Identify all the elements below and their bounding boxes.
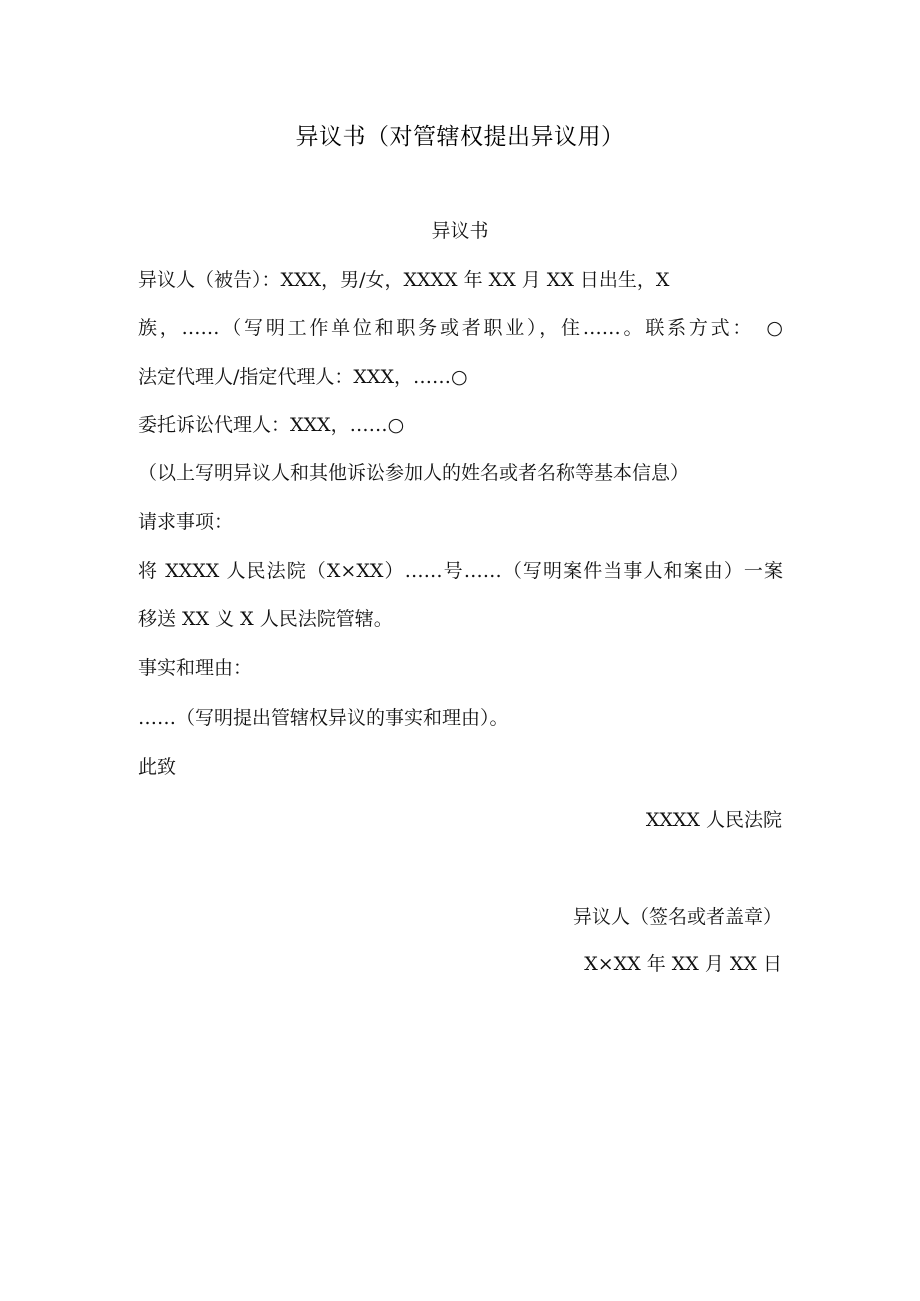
salutation-line: 此致: [138, 756, 177, 778]
signature-line: 异议人（签名或者盖章）: [572, 906, 782, 928]
date-line: X×XX 年 XX 月 XX 日: [584, 953, 782, 975]
facts-heading: 事实和理由：: [138, 657, 253, 679]
request-line-2: 移送 XX 义 X 人民法院管辖。: [138, 608, 393, 630]
document-title: 异议书（对管辖权提出异议用）: [295, 124, 625, 150]
objector-info-line-1: 异议人（被告）：XXX，男/女，XXXX 年 XX 月 XX 日出生，X: [138, 269, 670, 291]
request-heading: 请求事项：: [138, 511, 234, 533]
objector-info-line-2: 族，……（写明工作单位和职务或者职业），住……。联系方式： ○: [138, 317, 783, 339]
document-subtitle: 异议书: [431, 220, 489, 242]
legal-representative-line: 法定代理人/指定代理人：XXX，……○: [138, 366, 468, 388]
agent-line: 委托诉讼代理人：XXX，……○: [138, 414, 405, 436]
court-name: XXXX 人民法院: [645, 809, 782, 831]
info-note-line: （以上写明异议人和其他诉讼参加人的姓名或者名称等基本信息）: [138, 462, 690, 484]
request-line-1: 将 XXXX 人民法院（X×XX）……号……（写明案件当事人和案由）一案: [138, 560, 783, 582]
facts-line: ……（写明提出管辖权异议的事实和理由）。: [138, 707, 509, 729]
